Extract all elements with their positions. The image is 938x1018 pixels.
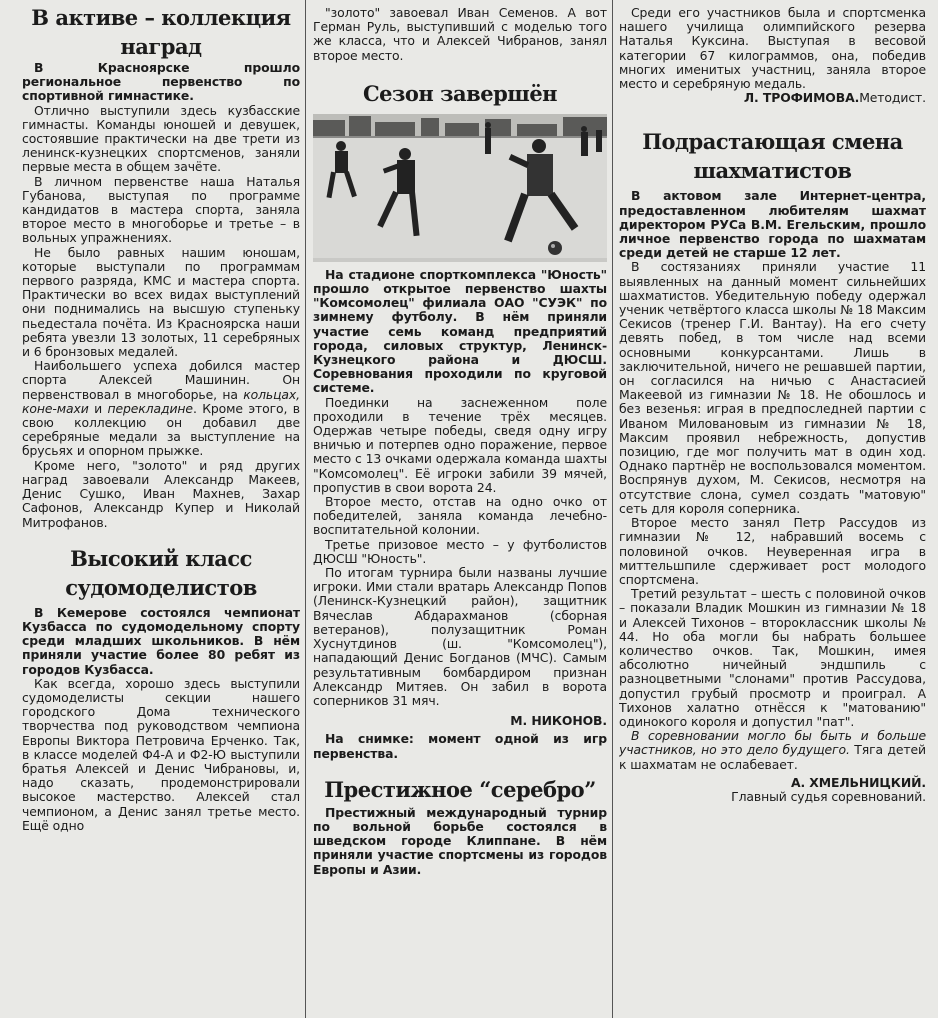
- paragraph-continued: "золото" завоевал Иван Семенов. А вот Герман Руль, выступивший с моделью того же класса, что и Алексей Чибранов, занял второе место.: [313, 5, 607, 63]
- paragraph: Третий результат – шесть с половиной очков – показали Владик Мошкин из гимназии № 18 и Алексей Тихонов – второклассник школы № 44. Но оба могли бы набрать большее количество очков. Так, Мошкин, имея абсолютно ничейный эндшпиль с разноцветными "слонами" против Рассудова, допустил грубый просмотр и проиграл. А Тихонов халатно отнёсся к "матованию" одинокого короля и допустил "пат".: [619, 586, 926, 729]
- paragraph: Второе место, отстав на одно очко от победителей, заняла команда лечебно-воспитательной колонии.: [313, 494, 607, 538]
- column-1: [22, 0, 300, 1018]
- article-title-awards: В активе – коллекция наград: [31, 5, 291, 59]
- article-lead-chess: В актовом зале Интернет-центра, предоставленном любителям шахмат директором РУСа В.М. Егельским, прошло личное первенство города по шахматам среди детей не старше 12 лет.: [619, 188, 926, 261]
- author-nikonov: М. НИКОНОВ.: [510, 713, 607, 729]
- article-title-ship-modelers: Высокий класс судомоделистов: [65, 545, 257, 600]
- author-role-judge: Главный судья соревнований.: [731, 788, 926, 804]
- column-2: [313, 0, 607, 1018]
- paragraph: Поединки на заснеженном поле проходили в течение трёх месяцев. Одержав четыре победы, сведя одну игру вничью и потерпев одно поражение, первое место с 13 очками одержала команда шахты "Комсомолец". Её игроки забили 39 мячей, пропустив в свои ворота 24.: [313, 394, 607, 495]
- photo-caption: На снимке: момент одной из игр первенства.: [313, 731, 607, 761]
- paragraph: Не было равных нашим юношам, которые выступали по программам первого разряда, КМС и мастера спорта. Практически во всех видах выступлений они поднимались на высшую ступеньку пьедестала почёта. Из Красноярска наши ребята увезли 13 золотых, 11 серебряных и 6 бронзовых медалей.: [22, 244, 300, 360]
- article-lead-silver: Престижный международный турнир по вольной борьбе состоялся в шведском городе Клиппане. В нём приняли участие спортсмены из городов Европы и Азии.: [313, 804, 607, 877]
- column-3: [619, 0, 926, 1018]
- article-title-silver: Престижное “серебро”: [324, 776, 596, 802]
- column-rule-2: [612, 0, 613, 1018]
- paragraph: Наибольшего успеха добился мастер спорта Алексей Машинин. Он первенствовал в многоборье, на кольцах, коне-махи и перекладине. Кроме этого, в свою коллекцию он добавил две серебряные медали за выступление на брусьях и опорном прыжке.: [22, 358, 300, 459]
- author-trofimova: [619, 91, 926, 105]
- article-lead-awards: В Красноярске прошло региональное первенство по спортивной гимнастике.: [22, 60, 300, 104]
- article-title-chess: Подрастающая смена шахматистов: [642, 129, 903, 184]
- paragraph: Второе место занял Петр Рассудов из гимназии № 12, набравший восемь с половиной очков. Неуверенная игра в миттельшпиле сдерживает рост молодого спортсмена.: [619, 515, 926, 587]
- football-photo: [313, 114, 607, 262]
- paragraph: Как всегда, хорошо здесь выступили судомоделисты секции нашего городского Дома технического творчества под руководством чемпиона Европы Виктора Петровича Ерченко. Так, в классе моделей Ф4-А и Ф2-Ю выступили братья Алексей и Денис Чибрановы, и, надо сказать, продемонстрировали высокое мастерство. Алексей стал чемпионом, а Денис занял третье место. Ещё одно: [22, 675, 300, 833]
- paragraph: Кроме него, "золото" и ряд других наград завоевали Александр Макеев, Денис Сушко, Иван Махнев, Захар Сафонов, Александр Купер и Николай Митрофанов.: [22, 457, 300, 530]
- paragraph: В личном первенстве наша Наталья Губанова, выступая по программе кандидатов в мастера спорта, заняла второе место в многоборье и третье – в вольных упражнениях.: [22, 173, 300, 246]
- article-lead-season-over: На стадионе спорткомплекса "Юность" прошло открытое первенство шахты "Комсомолец" филиала ОАО "СУЭК" по зимнему футболу. В нём приняли участие семь команд предприятий города, силовых структур, Ленинск-Кузнецкого района и ДЮСШ. Соревнования проходили по круговой системе.: [313, 266, 607, 396]
- author-role: Методист.: [859, 90, 926, 106]
- paragraph: В состязаниях приняли участие 11 выявленных на данный момент сильнейших шахматистов. Убедительную победу одержал ученик четвёртого класса школы № 18 Максим Секисов (тренер Г.И. Вантау). На его счету девять побед, в том числе над всеми основными конкурсантами. Лишь в заключительной, ничего не решавшей партии, он согласился на ничью с Анастасией Макеевой из гимназии № 18. Не обошлось и без везенья: играя в предпоследней партии с Иваном Миловановым из гимназии № 18, Максим проявил небрежность, допустив позицию, где мог получить мат в один ход. Однако партнёр не воспользовался моментом. Воспрянув духом, М. Секисов, несмотря на отсутствие слона, сумел создать "матовую" сеть для короля соперника.: [619, 259, 926, 516]
- paragraph: Отлично выступили здесь кузбасские гимнасты. Команды юношей и девушек, состоявшие практически на две трети из ленинск-кузнецких спортсменов, заняли первые места в общем зачёте.: [22, 102, 300, 175]
- paragraph: Третье призовое место – у футболистов ДЮСШ "Юность".: [313, 536, 607, 566]
- column-rule-1: [305, 0, 306, 1018]
- paragraph-continued: Среди его участников была и спортсменка нашего училища олимпийского резерва Наталья Куксина. Выступая в весовой категории 67 килограммов, она, победив многих именитых участниц, заняла второе место и серебряную медаль.: [619, 5, 926, 92]
- article-title-season-over: Сезон завершён: [362, 80, 558, 106]
- author-khmelnitsky: А. ХМЕЛЬНИЦКИЙ.: [790, 774, 926, 790]
- paragraph: По итогам турнира были названы лучшие игроки. Ими стали вратарь Александр Попов (Ленинск-Кузнецкий район), защитник Вячеслав Абдарахманов (сборная ветеранов), полузащитник Роман Хуснутдинов (ш. "Комсомолец"), нападающий Денис Богданов (МЧС). Самым результативным бомбардиром признан Александр Митяев. Он забил в ворота соперников 31 мяч.: [313, 565, 607, 708]
- paragraph-closing: В соревновании могло бы быть и больше участников, но это дело будущего. Тяга детей к шахматам не ослабевает.: [619, 728, 926, 772]
- football-photo-image: [313, 114, 607, 262]
- article-lead-ship-modelers: В Кемерове состоялся чемпионат Кузбасса по судомодельному спорту среди младших школьников. В нём приняли участие более 80 ребят из городов Кузбасса.: [22, 604, 300, 677]
- author-name: Л. ТРОФИМОВА.: [743, 90, 860, 106]
